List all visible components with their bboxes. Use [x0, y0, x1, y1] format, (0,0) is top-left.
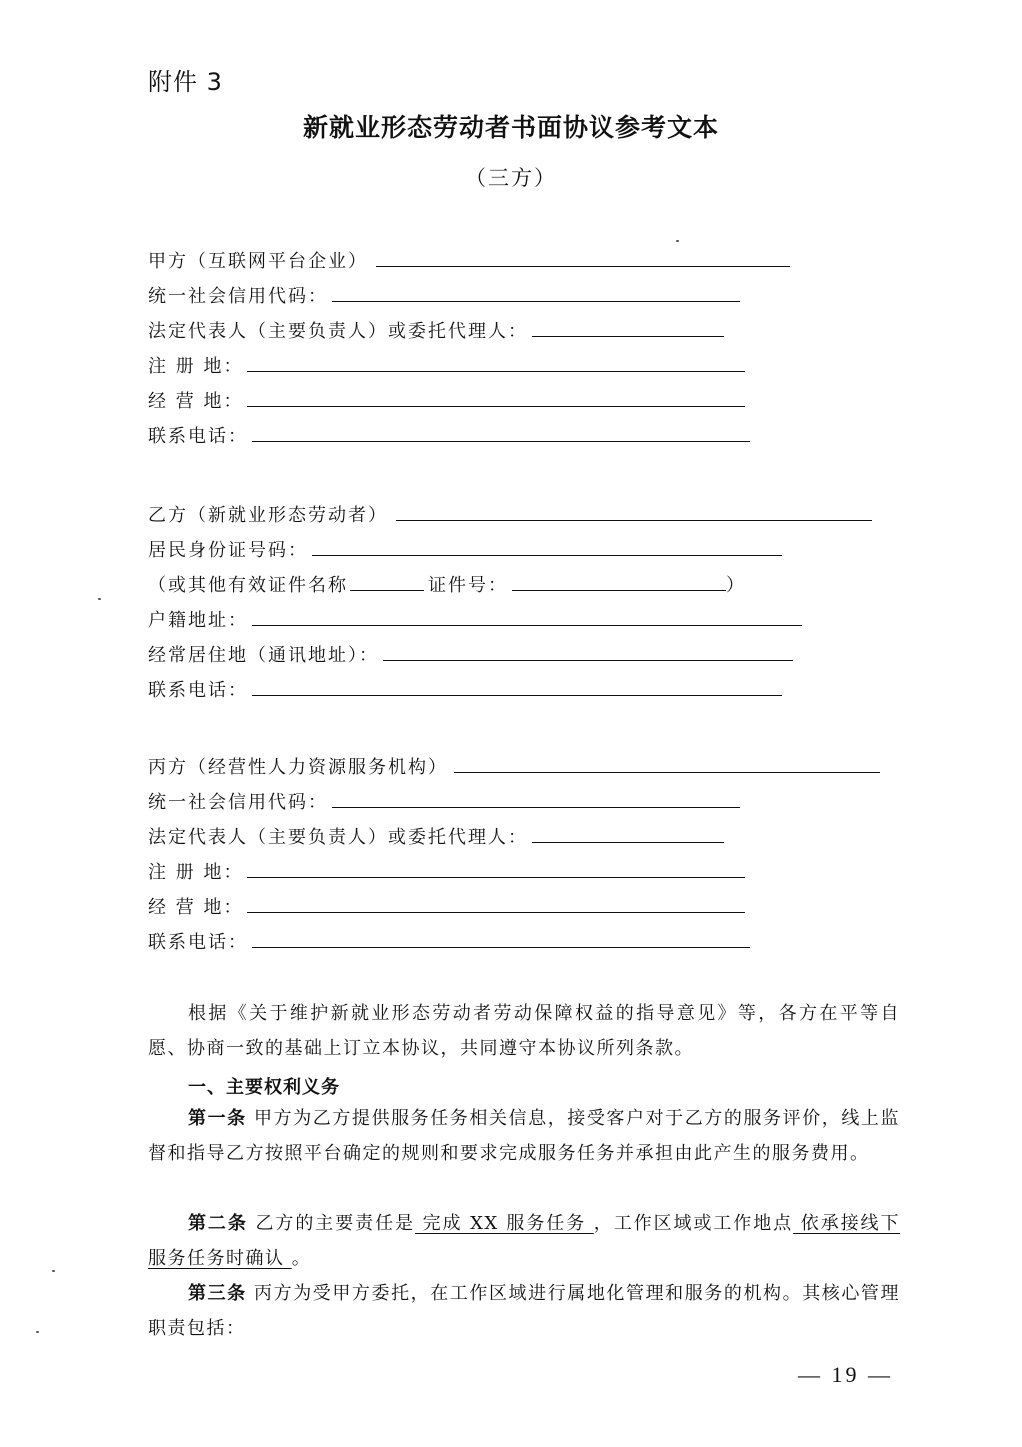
- party-b-household-label: 户籍地址：: [148, 610, 248, 631]
- party-c-rep-blank: [532, 842, 724, 843]
- party-a-reg-label: 注 册 地：: [148, 356, 244, 377]
- party-b-other-id-name-blank: [350, 590, 424, 591]
- party-c-biz-blank: [247, 912, 745, 913]
- party-a-rep-blank: [532, 336, 724, 337]
- party-b-household-blank: [252, 625, 802, 626]
- party-b-id-blank: [312, 555, 782, 556]
- party-c-reg-label: 注 册 地：: [148, 862, 244, 883]
- party-b-other-id-row: [148, 567, 746, 597]
- article-1-text: 甲方为乙方提供服务任务相关信息，接受客户对于乙方的服务评价，线上监督和指导乙方按照平台确定的规则和要求完成服务任务并承担由此产生的服务费用。: [148, 1108, 901, 1164]
- party-b-residence-blank: [383, 660, 793, 661]
- document-title: 新就业形态劳动者书面协议参考文本: [302, 113, 719, 142]
- party-b-residence-label: 经常居住地（通讯地址）：: [148, 645, 379, 666]
- section-1-heading: 一、主要权利义务: [188, 1077, 340, 1098]
- article-3: [148, 1276, 900, 1346]
- article-2-duty-fill: 完成 XX 服务任务: [414, 1213, 594, 1234]
- page-number: — 19 —: [798, 1362, 893, 1387]
- party-b-id-row: [148, 532, 782, 562]
- party-c-biz-label: 经 营 地：: [148, 897, 244, 918]
- article-3-label: 第三条: [188, 1283, 247, 1304]
- party-a-rep-row: [148, 313, 724, 343]
- party-b-residence-row: [148, 637, 793, 667]
- party-c-heading: 丙方（经营性人力资源服务机构）: [148, 757, 448, 778]
- article-2-location-fill: 依承接线下服务任务时确认: [148, 1213, 900, 1269]
- party-b-other-id-close: ）: [726, 575, 746, 596]
- article-1: [148, 1101, 900, 1171]
- party-a-name-blank: [376, 266, 790, 267]
- preamble-paragraph: [148, 996, 900, 1066]
- party-b-other-id-prefix: （或其他有效证件名称: [148, 575, 348, 596]
- party-a-phone-label: 联系电话：: [148, 426, 248, 447]
- party-b-name-blank: [396, 520, 872, 521]
- article-2-label: 第二条: [188, 1213, 248, 1234]
- party-c-credit-label: 统一社会信用代码：: [148, 792, 328, 813]
- party-c-credit-blank: [332, 807, 740, 808]
- party-a-biz-row: [148, 383, 745, 413]
- party-a-phone-row: [148, 418, 750, 448]
- party-c-credit-row: [148, 784, 740, 814]
- article-3-text: 丙方为受甲方委托，在工作区域进行属地化管理和服务的机构。其核心管理职责包括：: [148, 1283, 901, 1339]
- preamble-text: 根据《关于维护新就业形态劳动者劳动保障权益的指导意见》等，各方在平等自愿、协商一致的基础上订立本协议，共同遵守本协议所列条款。: [148, 1003, 900, 1059]
- party-a-credit-row: [148, 278, 740, 308]
- scan-speck: [98, 598, 101, 600]
- party-b-heading: 乙方（新就业形态劳动者）: [148, 505, 388, 526]
- party-c-reg-blank: [247, 877, 745, 878]
- party-b-household-row: [148, 602, 802, 632]
- party-c-reg-row: [148, 854, 745, 884]
- document-subtitle: （三方）: [465, 166, 557, 190]
- party-b-other-id-number-blank: [512, 590, 726, 591]
- party-a-biz-blank: [247, 406, 745, 407]
- party-a-phone-blank: [252, 441, 750, 442]
- party-c-phone-label: 联系电话：: [148, 932, 248, 953]
- article-2-text-1: 乙方的主要责任是: [247, 1213, 415, 1234]
- party-a-credit-blank: [332, 301, 740, 302]
- party-b-phone-row: [148, 672, 782, 702]
- party-c-heading-row: [148, 749, 880, 779]
- party-a-biz-label: 经 营 地：: [148, 391, 244, 412]
- party-c-phone-blank: [252, 947, 750, 948]
- party-c-rep-row: [148, 819, 724, 849]
- attachment-label: 附件 3: [148, 68, 223, 96]
- party-a-rep-label: 法定代表人（主要负责人）或委托代理人：: [148, 321, 528, 342]
- party-a-credit-label: 统一社会信用代码：: [148, 286, 328, 307]
- party-b-phone-label: 联系电话：: [148, 680, 248, 701]
- party-b-other-id-number-label: 证件号：: [428, 575, 508, 596]
- article-2-text-3: 。: [291, 1248, 312, 1269]
- article-2-text-2: ，工作区域或工作地点: [593, 1213, 794, 1234]
- party-b-id-label: 居民身份证号码：: [148, 540, 308, 561]
- article-2: [148, 1206, 900, 1276]
- party-b-heading-row: [148, 497, 872, 527]
- party-c-name-blank: [454, 772, 880, 773]
- party-b-phone-blank: [252, 695, 782, 696]
- article-1-label: 第一条: [188, 1108, 247, 1129]
- scan-speck: [52, 1270, 55, 1272]
- party-a-heading-row: [148, 243, 790, 273]
- scan-speck: [36, 1331, 39, 1333]
- party-c-rep-label: 法定代表人（主要负责人）或委托代理人：: [148, 827, 528, 848]
- party-c-biz-row: [148, 889, 745, 919]
- party-a-heading: 甲方（互联网平台企业）: [148, 251, 368, 272]
- party-a-reg-row: [148, 348, 745, 378]
- party-c-phone-row: [148, 924, 750, 954]
- scan-speck: [676, 240, 679, 242]
- party-a-reg-blank: [247, 371, 745, 372]
